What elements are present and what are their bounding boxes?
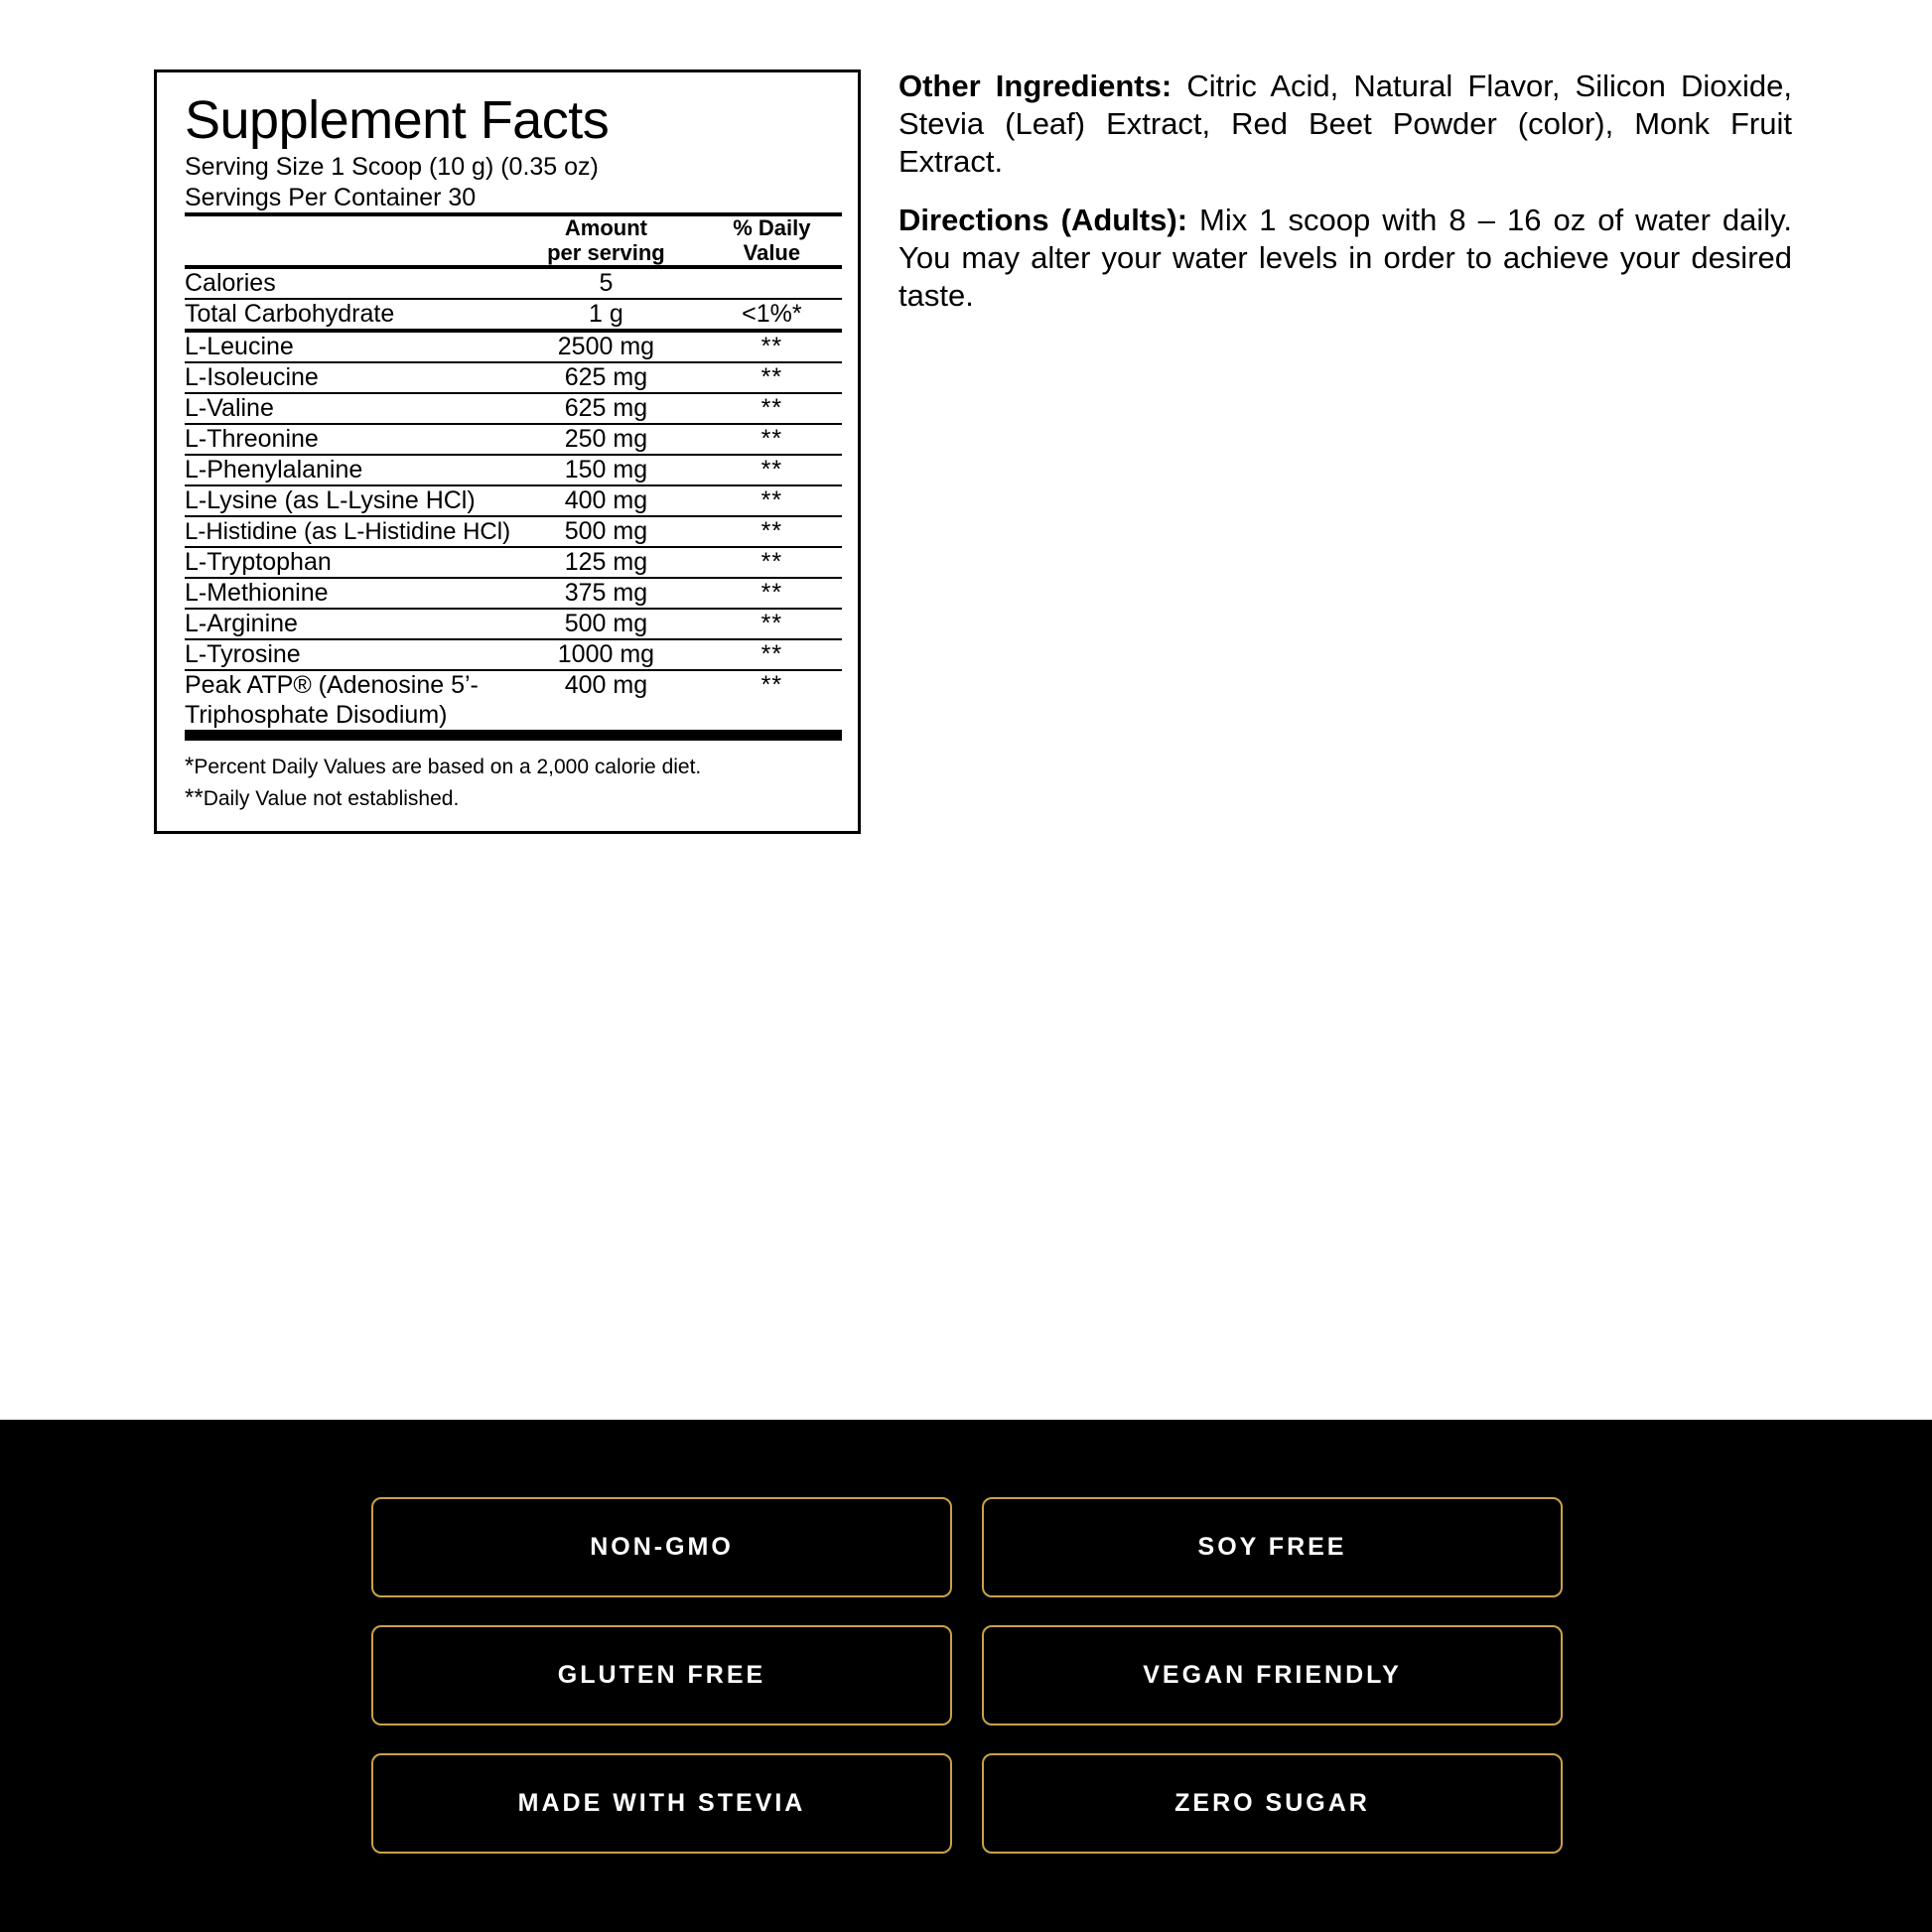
- badge-non-gmo: NON-GMO: [371, 1497, 952, 1597]
- row-name: L-Phenylalanine: [185, 455, 510, 485]
- row-name: L-Tyrosine: [185, 639, 510, 670]
- row-daily-value: [702, 267, 842, 299]
- table-row: [185, 485, 842, 516]
- footnote-2: [185, 782, 842, 813]
- badge-grid: [371, 1497, 1563, 1854]
- footnote-1-text: Percent Daily Values are based on a 2,000 calorie diet.: [194, 756, 702, 779]
- table-row: [185, 455, 842, 485]
- footnote-1-mark: *: [185, 753, 195, 780]
- row-name: L-Tryptophan: [185, 547, 510, 578]
- other-ingredients-label: Other Ingredients:: [898, 69, 1173, 103]
- header-dv-line2: Value: [743, 239, 801, 265]
- footnote-2-mark: **: [185, 783, 204, 811]
- row-daily-value: **: [702, 485, 842, 516]
- table-row: [185, 331, 842, 362]
- directions-label: Directions (Adults):: [898, 203, 1188, 238]
- row-name: Total Carbohydrate: [185, 299, 510, 331]
- header-dv-line1: % Daily: [733, 215, 811, 241]
- row-amount: 400 mg: [510, 670, 702, 730]
- row-name: Peak ATP® (Adenosine 5’-Triphosphate Disodium): [185, 670, 510, 730]
- row-amount: 625 mg: [510, 393, 702, 424]
- row-amount: 125 mg: [510, 547, 702, 578]
- row-name: L-Valine: [185, 393, 510, 424]
- table-header-row: [185, 216, 842, 267]
- footnote-1: [185, 751, 842, 781]
- table-row: [185, 267, 842, 299]
- supplement-facts-title: Supplement Facts: [185, 90, 610, 150]
- row-daily-value: **: [702, 639, 842, 670]
- row-amount: 1 g: [510, 299, 702, 331]
- row-amount: 625 mg: [510, 362, 702, 393]
- directions-paragraph: [898, 202, 1792, 314]
- other-ingredients-paragraph: [898, 68, 1792, 180]
- row-daily-value: **: [702, 393, 842, 424]
- row-amount: 1000 mg: [510, 639, 702, 670]
- row-daily-value: **: [702, 331, 842, 362]
- table-row: [185, 578, 842, 609]
- row-daily-value: **: [702, 670, 842, 730]
- row-amount: 250 mg: [510, 424, 702, 455]
- row-daily-value: **: [702, 362, 842, 393]
- header-blank: [185, 216, 510, 267]
- row-amount: 375 mg: [510, 578, 702, 609]
- row-name: Calories: [185, 267, 510, 299]
- table-row: [185, 362, 842, 393]
- row-amount: 400 mg: [510, 485, 702, 516]
- divider-above-footnotes: [185, 730, 842, 741]
- header-amount-line2: per serving: [547, 239, 665, 265]
- table-row: [185, 639, 842, 670]
- row-amount: 500 mg: [510, 516, 702, 547]
- servings-per-container-text: Servings Per Container 30: [185, 183, 477, 211]
- row-name: L-Methionine: [185, 578, 510, 609]
- directions-text: Mix 1 scoop with 8 – 16 oz of water daily. You may alter your water levels in order to achieve your desired taste.: [898, 203, 1792, 314]
- supplement-facts-table: [185, 216, 842, 730]
- table-row: [185, 609, 842, 639]
- row-name: L-Arginine: [185, 609, 510, 639]
- badge-soy-free: SOY FREE: [982, 1497, 1563, 1597]
- header-amount-per-serving: [510, 216, 702, 267]
- row-name: L-Threonine: [185, 424, 510, 455]
- right-text-column: [898, 68, 1792, 337]
- row-daily-value: **: [702, 455, 842, 485]
- row-amount: 5: [510, 267, 702, 299]
- row-name: L-Lysine (as L-Lysine HCl): [185, 485, 510, 516]
- table-row: [185, 670, 842, 730]
- header-amount-line1: Amount: [564, 215, 647, 241]
- row-amount: 150 mg: [510, 455, 702, 485]
- row-amount: 2500 mg: [510, 331, 702, 362]
- serving-size-text: Serving Size 1 Scoop (10 g) (0.35 oz): [185, 153, 599, 182]
- table-row: [185, 516, 842, 547]
- row-daily-value: **: [702, 516, 842, 547]
- badge-made-with-stevia: MADE WITH STEVIA: [371, 1753, 952, 1854]
- row-daily-value: <1%*: [702, 299, 842, 331]
- badge-vegan-friendly: VEGAN FRIENDLY: [982, 1625, 1563, 1725]
- badge-zero-sugar: ZERO SUGAR: [982, 1753, 1563, 1854]
- header-daily-value: [702, 216, 842, 267]
- supplement-facts-panel: [154, 69, 861, 834]
- badge-strip: [0, 1420, 1932, 1932]
- table-row: [185, 424, 842, 455]
- row-daily-value: **: [702, 547, 842, 578]
- row-name: L-Leucine: [185, 331, 510, 362]
- other-ingredients-text: Citric Acid, Natural Flavor, Silicon Dioxide, Stevia (Leaf) Extract, Red Beet Powder (color), Monk Fruit Extract.: [898, 69, 1792, 179]
- footnote-2-text: Daily Value not established.: [203, 786, 460, 810]
- row-daily-value: **: [702, 578, 842, 609]
- row-name: L-Histidine (as L-Histidine HCl): [185, 518, 511, 546]
- row-daily-value: **: [702, 609, 842, 639]
- row-name: L-Isoleucine: [185, 362, 510, 393]
- badge-gluten-free: GLUTEN FREE: [371, 1625, 952, 1725]
- table-row: [185, 299, 842, 331]
- row-amount: 500 mg: [510, 609, 702, 639]
- footnotes: [185, 751, 842, 812]
- table-row: [185, 393, 842, 424]
- table-row: [185, 547, 842, 578]
- row-daily-value: **: [702, 424, 842, 455]
